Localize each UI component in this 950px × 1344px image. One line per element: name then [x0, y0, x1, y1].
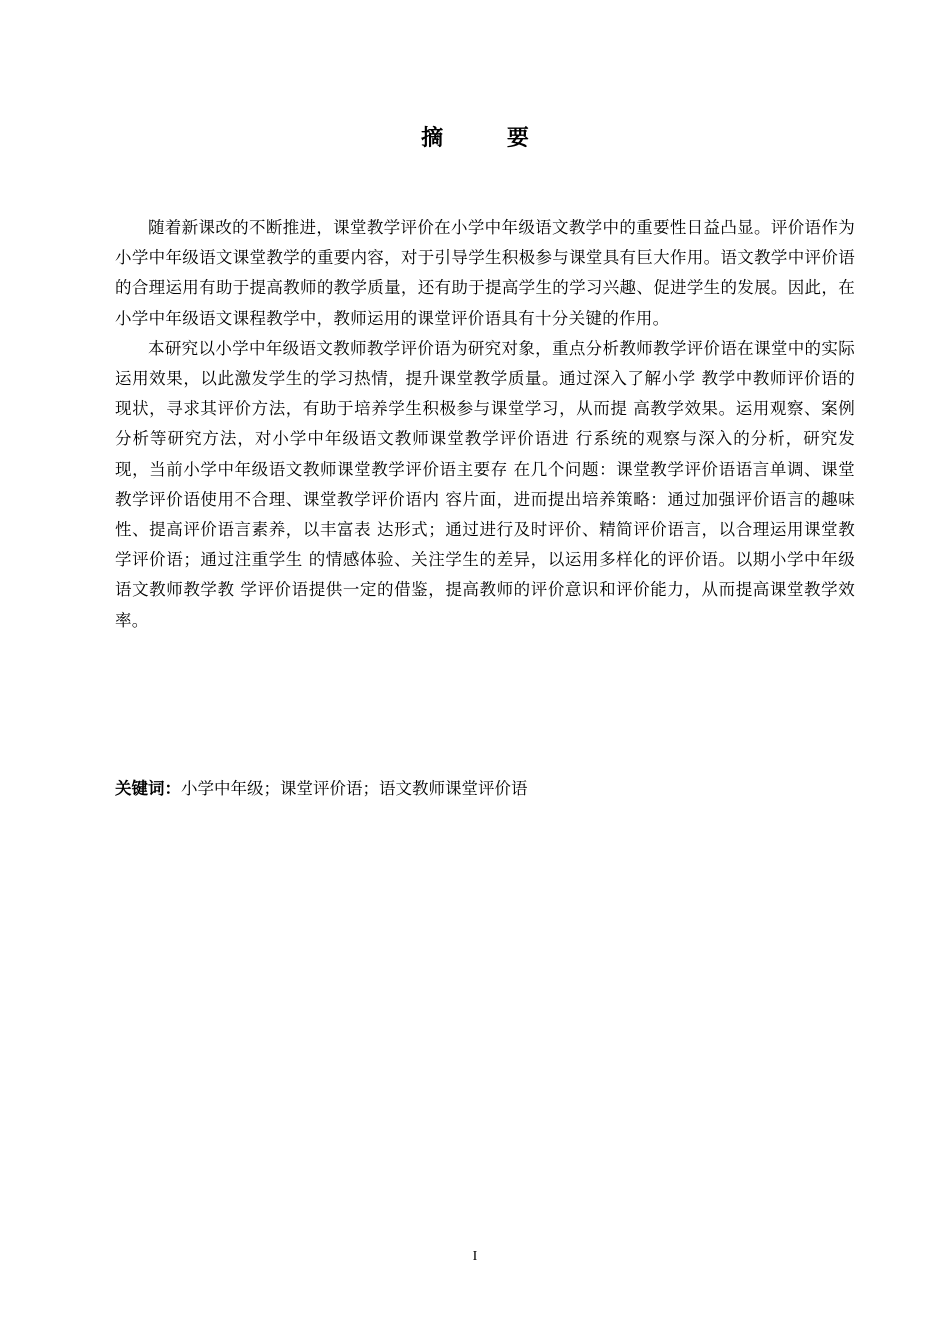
abstract-paragraph-2: 本研究以小学中年级语文教师教学评价语为研究对象，重点分析教师教学评价语在课堂中的实际运用效果，以此激发学生的学习热情，提升课堂教学质量。通过深入了解小学 教学中教师评价语的现状，寻求其评价方法，有助于培养学生积极参与课堂学习，从而提 高教学效果。运用观察、案例分析等研究方法，对小学中年级语文教师课堂教学评价语进 行系统的观察与深入的分析，研究发现，当前小学中年级语文教师课堂教学评价语主要存 在几个问题：课堂教学评价语语言单调、课堂教学评价语使用不合理、课堂教学评价语内 容片面，进而提出培养策略：通过加强评价语言的趣味性、提高评价语言素养，以丰富表 达形式；通过进行及时评价、精简评价语言，以合理运用课堂教学评价语；通过注重学生 的情感体验、关注学生的差异，以运用多样化的评价语。以期小学中年级语文教师教学教 学评价语提供一定的借鉴，提高教师的评价意识和评价能力，从而提高课堂教学效率。 [115, 338, 855, 630]
page-number: I [472, 1249, 478, 1264]
keywords-label: 关键词： [115, 779, 181, 798]
page-title: 摘 要 [421, 126, 557, 151]
keywords-line [115, 774, 855, 804]
abstract-paragraph-1: 随着新课改的不断推进，课堂教学评价在小学中年级语文教学中的重要性日益凸显。评价语作为小学中年级语文课堂教学的重要内容，对于引导学生积极参与课堂具有巨大作用。语文教学中评价语的合理运用有助于提高教师的教学质量，还有助于提高学生的学习兴趣、促进学生的发展。因此，在小学中年级语文课程教学中，教师运用的课堂评价语具有十分关键的作用。 [115, 218, 855, 328]
keywords-text: 小学中年级；课堂评价语；语文教师课堂评价语 [181, 779, 528, 798]
abstract-body [115, 213, 855, 636]
